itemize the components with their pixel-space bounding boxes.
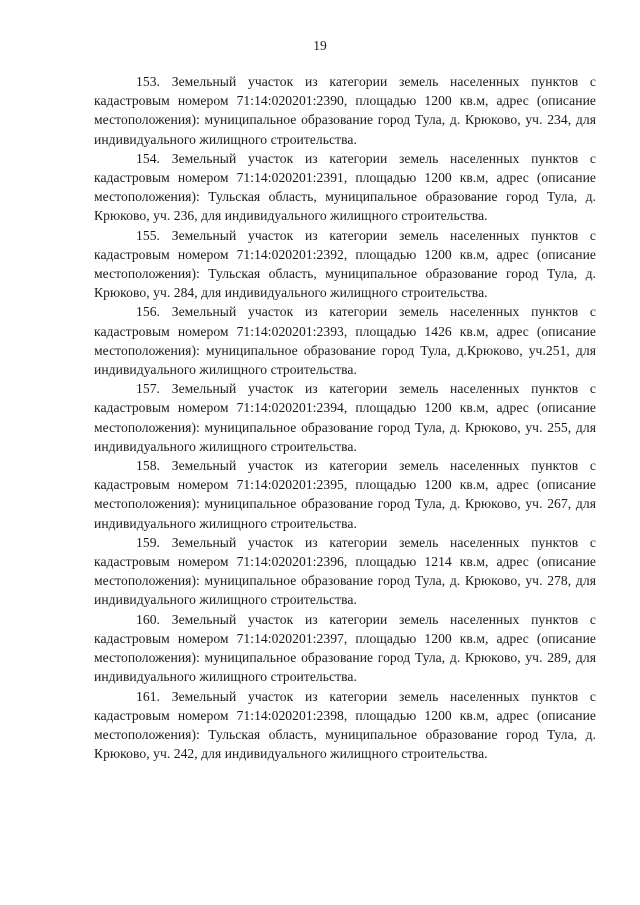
paragraph-156: 156. Земельный участок из категории земель населенных пунктов с кадастровым номером 71:14:020201:2393, площадью 1426 кв.м, адрес (описание местоположения): муниципальное образование город Тула, д.Крюково, уч.251, для индивидуального жилищного строительства. bbox=[94, 304, 596, 378]
paragraph-154: 154. Земельный участок из категории земель населенных пунктов с кадастровым номером 71:14:020201:2391, площадью 1200 кв.м, адрес (описание местоположения): Тульская область, муниципальное образование город Тула, д. Крюково, уч. 236, для индивидуального жилищного строительства. bbox=[94, 150, 596, 224]
paragraph-155: 155. Земельный участок из категории земель населенных пунктов с кадастровым номером 71:14:020201:2392, площадью 1200 кв.м, адрес (описание местоположения): Тульская область, муниципальное образование город Тула, д. Крюково, уч. 284, для индивидуального жилищного строительства. bbox=[94, 227, 596, 301]
paragraph-159: 159. Земельный участок из категории земель населенных пунктов с кадастровым номером 71:14:020201:2396, площадью 1214 кв.м, адрес (описание местоположения): муниципальное образование город Тула, д. Крюково, уч. 278, для индивидуального жилищного строительства. bbox=[94, 534, 596, 608]
paragraph-153: 153. Земельный участок из категории земель населенных пунктов с кадастровым номером 71:14:020201:2390, площадью 1200 кв.м, адрес (описание местоположения): муниципальное образование город Тула, д. Крюково, уч. 234, для индивидуального жилищного строительства. bbox=[94, 74, 596, 147]
page-number: 19 bbox=[313, 38, 327, 53]
paragraph-157: 157. Земельный участок из категории земель населенных пунктов с кадастровым номером 71:14:020201:2394, площадью 1200 кв.м, адрес (описание местоположения): муниципальное образование город Тула, д. Крюково, уч. 255, для индивидуального жилищного строительства. bbox=[94, 381, 596, 454]
paragraph-158: 158. Земельный участок из категории земель населенных пунктов с кадастровым номером 71:14:020201:2395, площадью 1200 кв.м, адрес (описание местоположения): муниципальное образование город Тула, д. Крюково, уч. 267, для индивидуального жилищного строительства. bbox=[94, 458, 596, 531]
paragraph-161: 161. Земельный участок из категории земель населенных пунктов с кадастровым номером 71:14:020201:2398, площадью 1200 кв.м, адрес (описание местоположения): Тульская область, муниципальное образование город Тула, д. Крюково, уч. 242, для индивидуального жилищного строительства. bbox=[94, 688, 596, 762]
document-body bbox=[94, 72, 596, 763]
paragraph-160: 160. Земельный участок из категории земель населенных пунктов с кадастровым номером 71:14:020201:2397, площадью 1200 кв.м, адрес (описание местоположения): муниципальное образование город Тула, д. Крюково, уч. 289, для индивидуального жилищного строительства. bbox=[94, 611, 596, 685]
